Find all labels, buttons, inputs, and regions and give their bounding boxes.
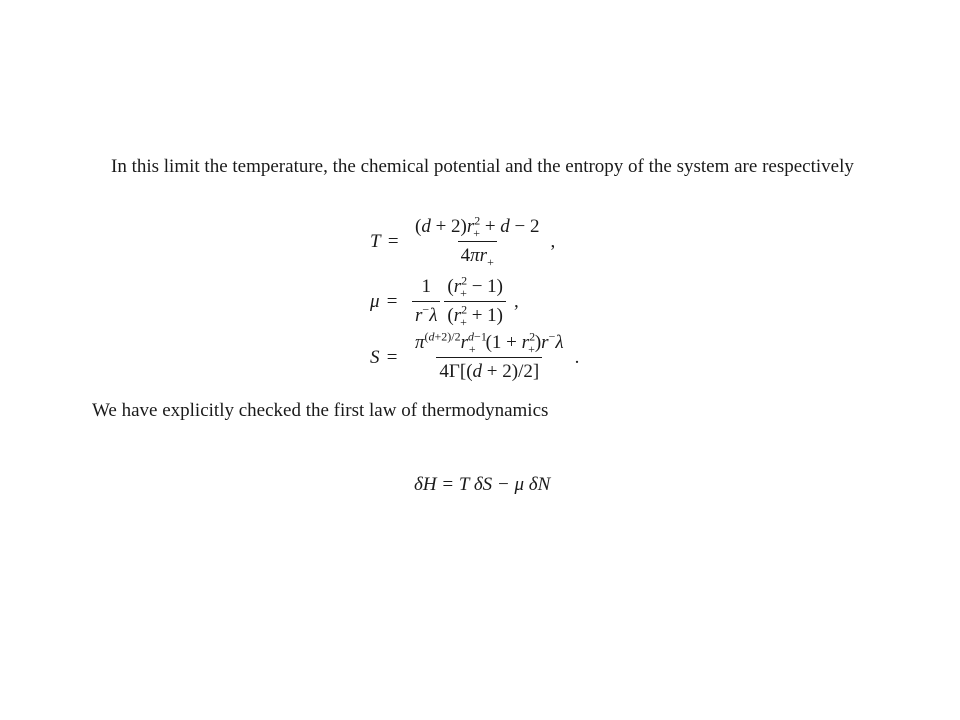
- temperature-symbol: T =: [370, 230, 400, 252]
- entropy-symbol: S =: [370, 346, 399, 368]
- first-law-paragraph: We have explicitly checked the first law of thermodynamics: [92, 400, 549, 421]
- first-law-equation: [414, 474, 550, 496]
- mu-punct: ,: [513, 290, 519, 312]
- entropy-denominator: 4Γ[(d + 2)/2]: [436, 357, 542, 383]
- mu-first-fraction: $\frac{1}{r^-\lambda}$: [412, 276, 440, 327]
- temperature-denominator: $4\pi r_+$: [458, 241, 497, 267]
- temperature-fraction: [412, 213, 543, 269]
- temperature-numerator: $(d + 2)r^2_+ + d - 2$: [415, 213, 540, 240]
- mu-symbol: μ =: [370, 290, 399, 312]
- intro-paragraph: In this limit the temperature, the chemical potential and the entropy of the system are respectively: [111, 156, 854, 177]
- temperature-punct: ,: [550, 230, 556, 252]
- chemical-potential-equation: [370, 273, 519, 329]
- temperature-equation: [370, 213, 556, 269]
- entropy-punct: .: [574, 346, 580, 368]
- first-law-text: δH = T δS − μ δN: [414, 474, 551, 495]
- entropy-numerator: $\pi^{(d+2)/2}r^{d-1}_+$ $(1 + r^2_+)r^-\lambda$: [415, 329, 564, 356]
- mu-second-fraction: $\frac{(r^2_+ - 1)}{(r^2_+ + 1)}$: [444, 276, 506, 327]
- entropy-fraction: [412, 329, 567, 383]
- entropy-equation: [370, 329, 580, 383]
